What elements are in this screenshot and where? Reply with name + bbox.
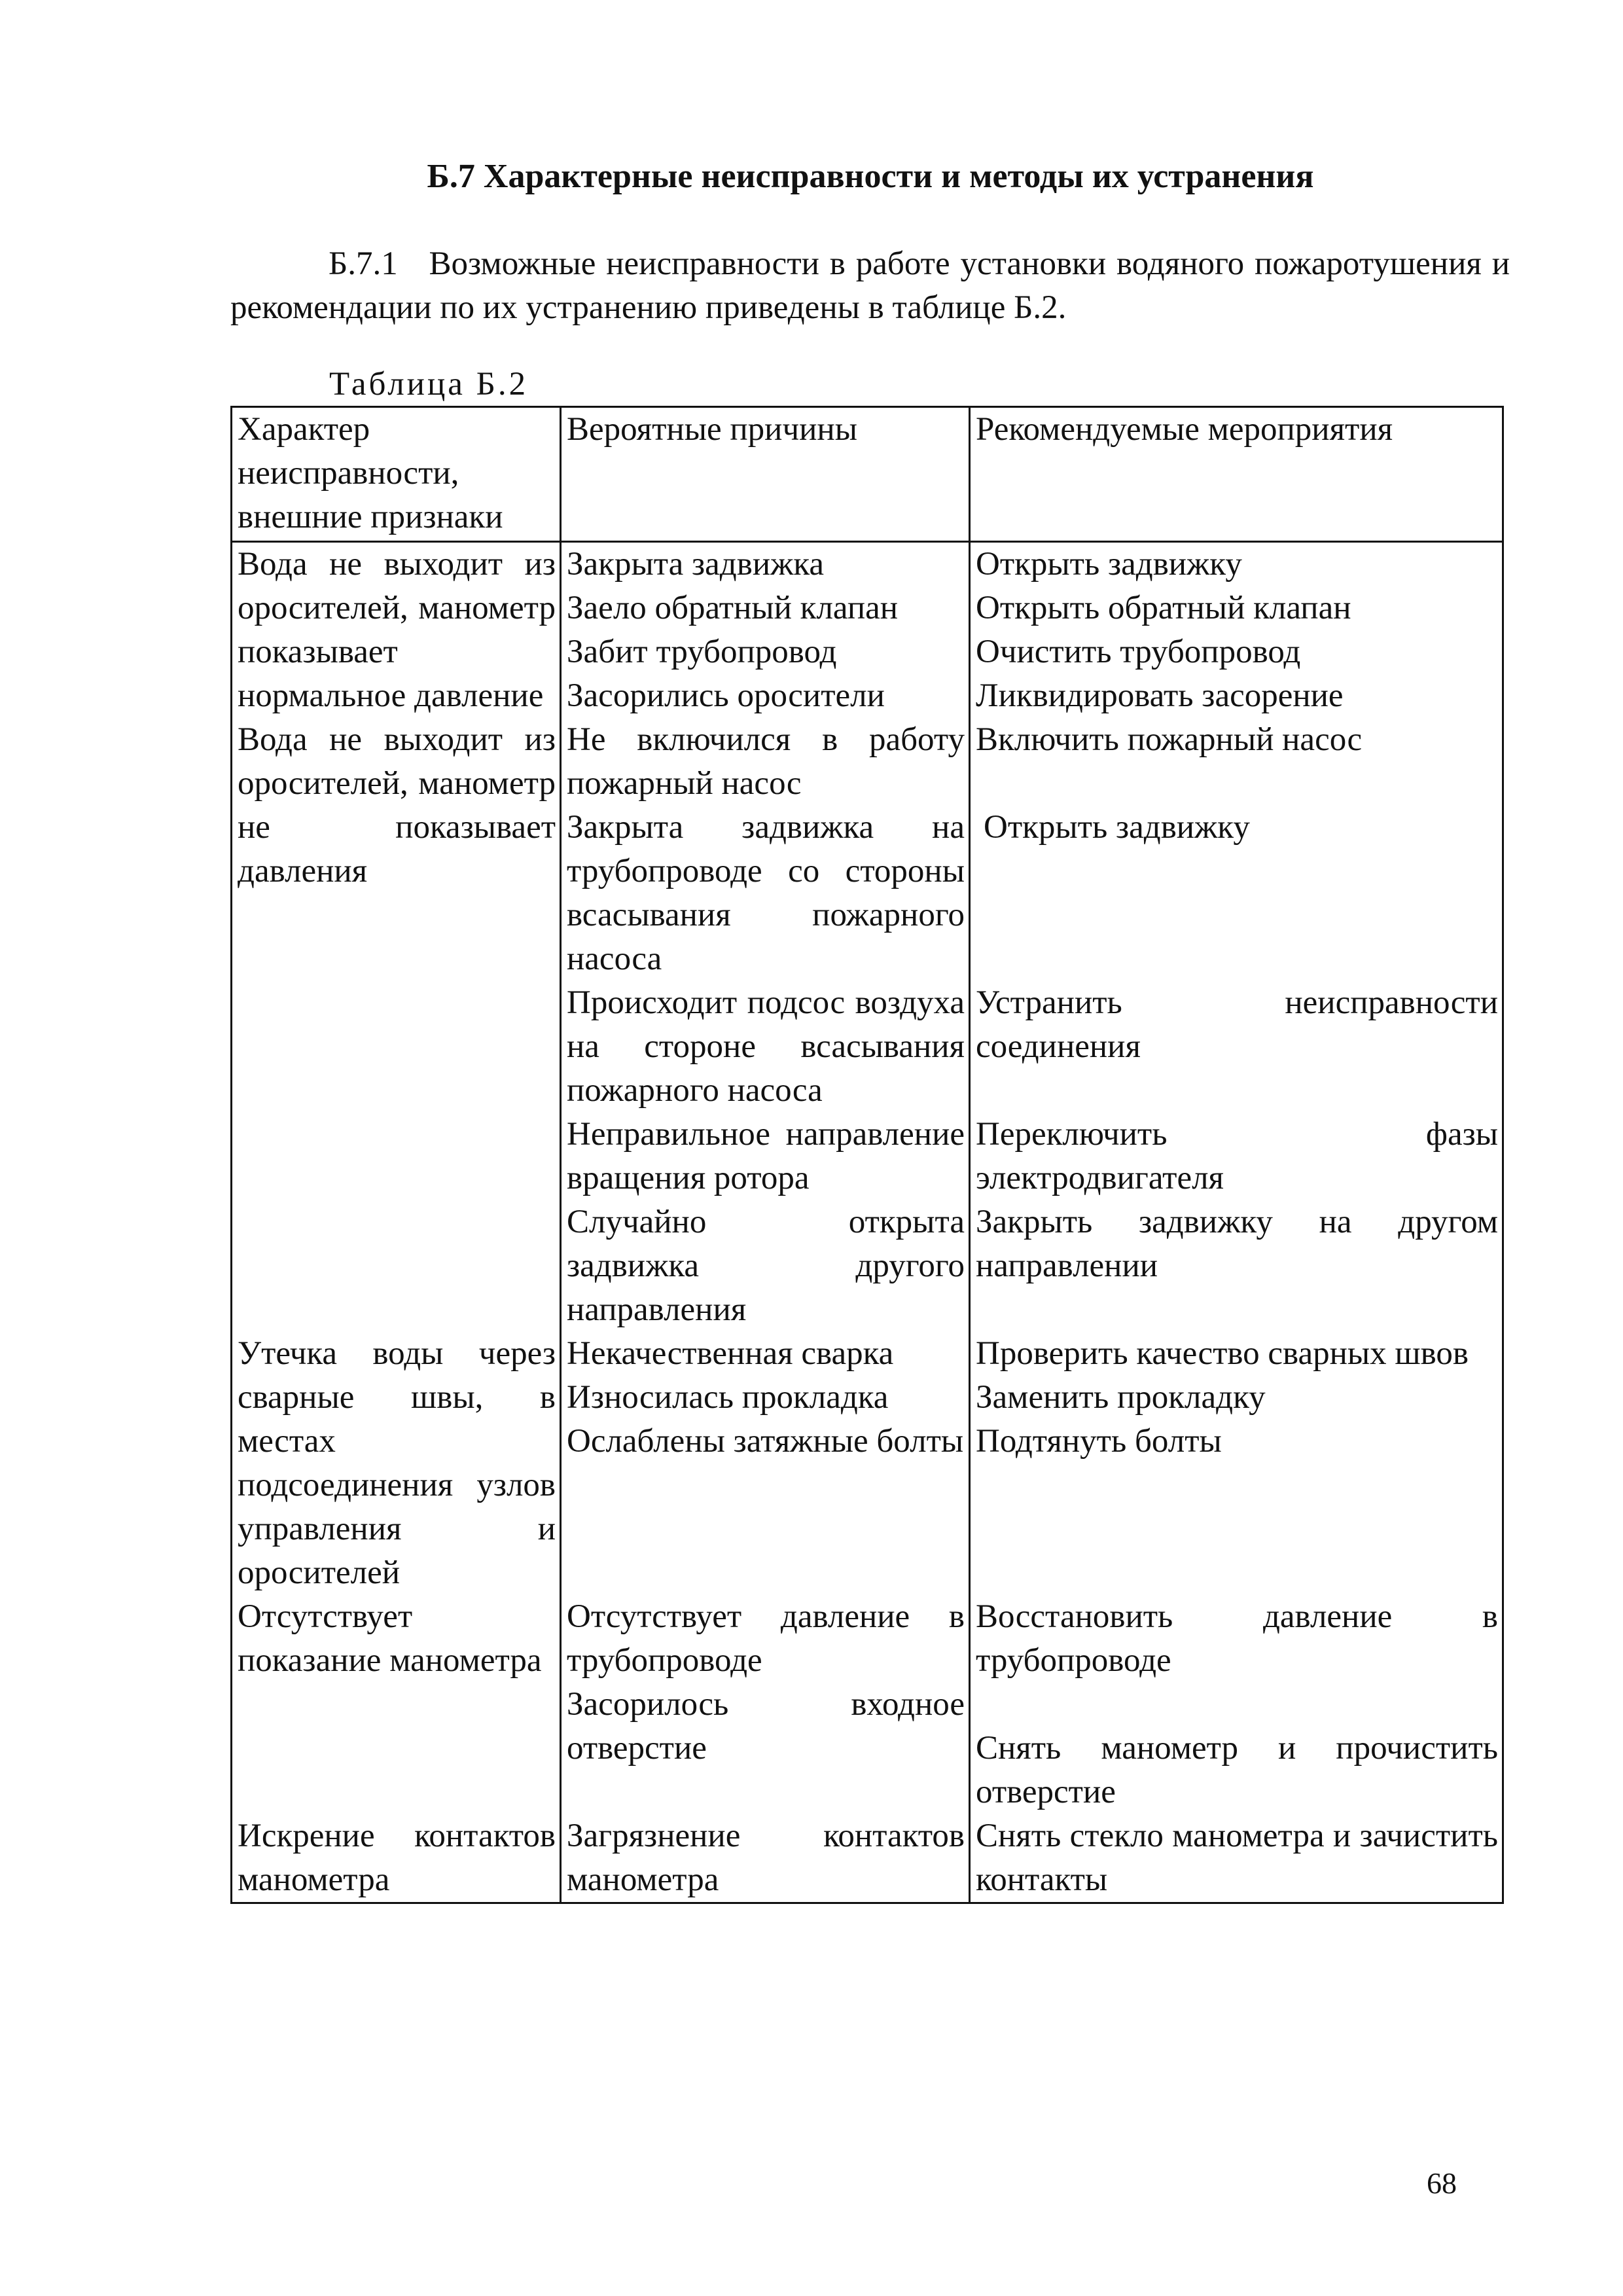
symptom-cell: Вода не выходит из оросителей, манометр показывает нормальное давление: [232, 542, 561, 719]
fix-item: Ликвидировать засорение: [976, 677, 1344, 714]
fixes-cell: [970, 1595, 1503, 1814]
cause-item: Отсутствует давление в трубопроводе: [567, 1598, 965, 1679]
causes-cell: [561, 1814, 970, 1903]
fix-item: Подтянуть болты: [976, 1423, 1222, 1460]
header-symptom: Характер неисправности, внешние признаки: [232, 407, 561, 542]
section-heading: Б.7 Характерные неисправности и методы их устранения: [427, 158, 1314, 195]
fixes-cell: [970, 1814, 1503, 1903]
fix-item: Восстановить давление в трубопроводе: [976, 1598, 1498, 1679]
symptom-cell: Вода не выходит из оросителей, манометр не показывает давления: [232, 718, 561, 1332]
fix-item: Заменить прокладку: [976, 1379, 1266, 1416]
fix-item: Снять манометр и прочистить отверстие: [976, 1730, 1498, 1810]
fix-item: Очистить трубопровод: [976, 634, 1301, 670]
intro-paragraph: [230, 242, 1510, 330]
cause-item: Заело обратный клапан: [567, 590, 899, 626]
intro-number: Б.7.1: [329, 245, 398, 282]
table-row: [232, 1595, 1503, 1814]
fix-cell: Закрыть задвижку на другом направлении: [970, 1200, 1503, 1332]
table-caption: Таблица Б.2: [329, 366, 529, 403]
causes-cell: [561, 542, 970, 719]
fix-item: Открыть задвижку: [976, 546, 1242, 583]
fixes-cell: [970, 542, 1503, 719]
intro-body: Возможные неисправности в работе установки водяного пожаротушения и рекомендации по их устранению приведены в таблице Б.2.: [230, 245, 1510, 326]
table-row: [232, 1814, 1503, 1903]
header-causes: Вероятные причины: [561, 407, 970, 542]
fix-item: Снять стекло манометра и зачистить контакты: [976, 1818, 1498, 1898]
causes-cell: [561, 1595, 970, 1814]
symptom-cell: Отсутствует показание манометра: [232, 1595, 561, 1814]
header-fixes: Рекомендуемые мероприятия: [970, 407, 1503, 542]
table-row: [232, 718, 1503, 806]
cause-item: Ослаблены затяжные болты: [567, 1423, 964, 1460]
cause-cell: Неправильное направление вращения ротора: [561, 1113, 970, 1200]
cause-item: Некачественная сварка: [567, 1335, 894, 1372]
fix-cell: Включить пожарный насос: [970, 718, 1503, 806]
page-number: 68: [1427, 2166, 1457, 2200]
fix-cell: Переключить фазы электродвигателя: [970, 1113, 1503, 1200]
fix-cell: Устранить неисправности соединения: [970, 981, 1503, 1113]
cause-cell: Случайно открыта задвижка другого направления: [561, 1200, 970, 1332]
cause-cell: Закрыта задвижка на трубопроводе со стороны всасывания пожарного насоса: [561, 806, 970, 981]
cause-cell: Не включился в работу пожарный насос: [561, 718, 970, 806]
fix-item: Проверить качество сварных швов: [976, 1335, 1469, 1372]
cause-item: Износилась прокладка: [567, 1379, 889, 1416]
cause-item: Засорилось входное отверстие: [567, 1686, 965, 1767]
table-row: [232, 542, 1503, 719]
cause-item: Закрыта задвижка: [567, 546, 825, 583]
cause-item: Загрязнение контактов манометра: [567, 1818, 965, 1898]
cause-item: Забит трубопровод: [567, 634, 837, 670]
causes-cell: [561, 1332, 970, 1595]
fix-item: Открыть обратный клапан: [976, 590, 1351, 626]
symptom-cell: Искрение контактов манометра: [232, 1814, 561, 1903]
table-row: [232, 1332, 1503, 1595]
faults-table: [230, 406, 1504, 1904]
cause-item: Засорились оросители: [567, 677, 885, 714]
cause-cell: Происходит подсос воздуха на стороне всасывания пожарного насоса: [561, 981, 970, 1113]
fixes-cell: [970, 1332, 1503, 1595]
symptom-cell: Утечка воды через сварные швы, в местах подсоединения узлов управления и оросителей: [232, 1332, 561, 1595]
fix-cell: Открыть задвижку: [970, 806, 1503, 981]
table-header-row: [232, 407, 1503, 542]
